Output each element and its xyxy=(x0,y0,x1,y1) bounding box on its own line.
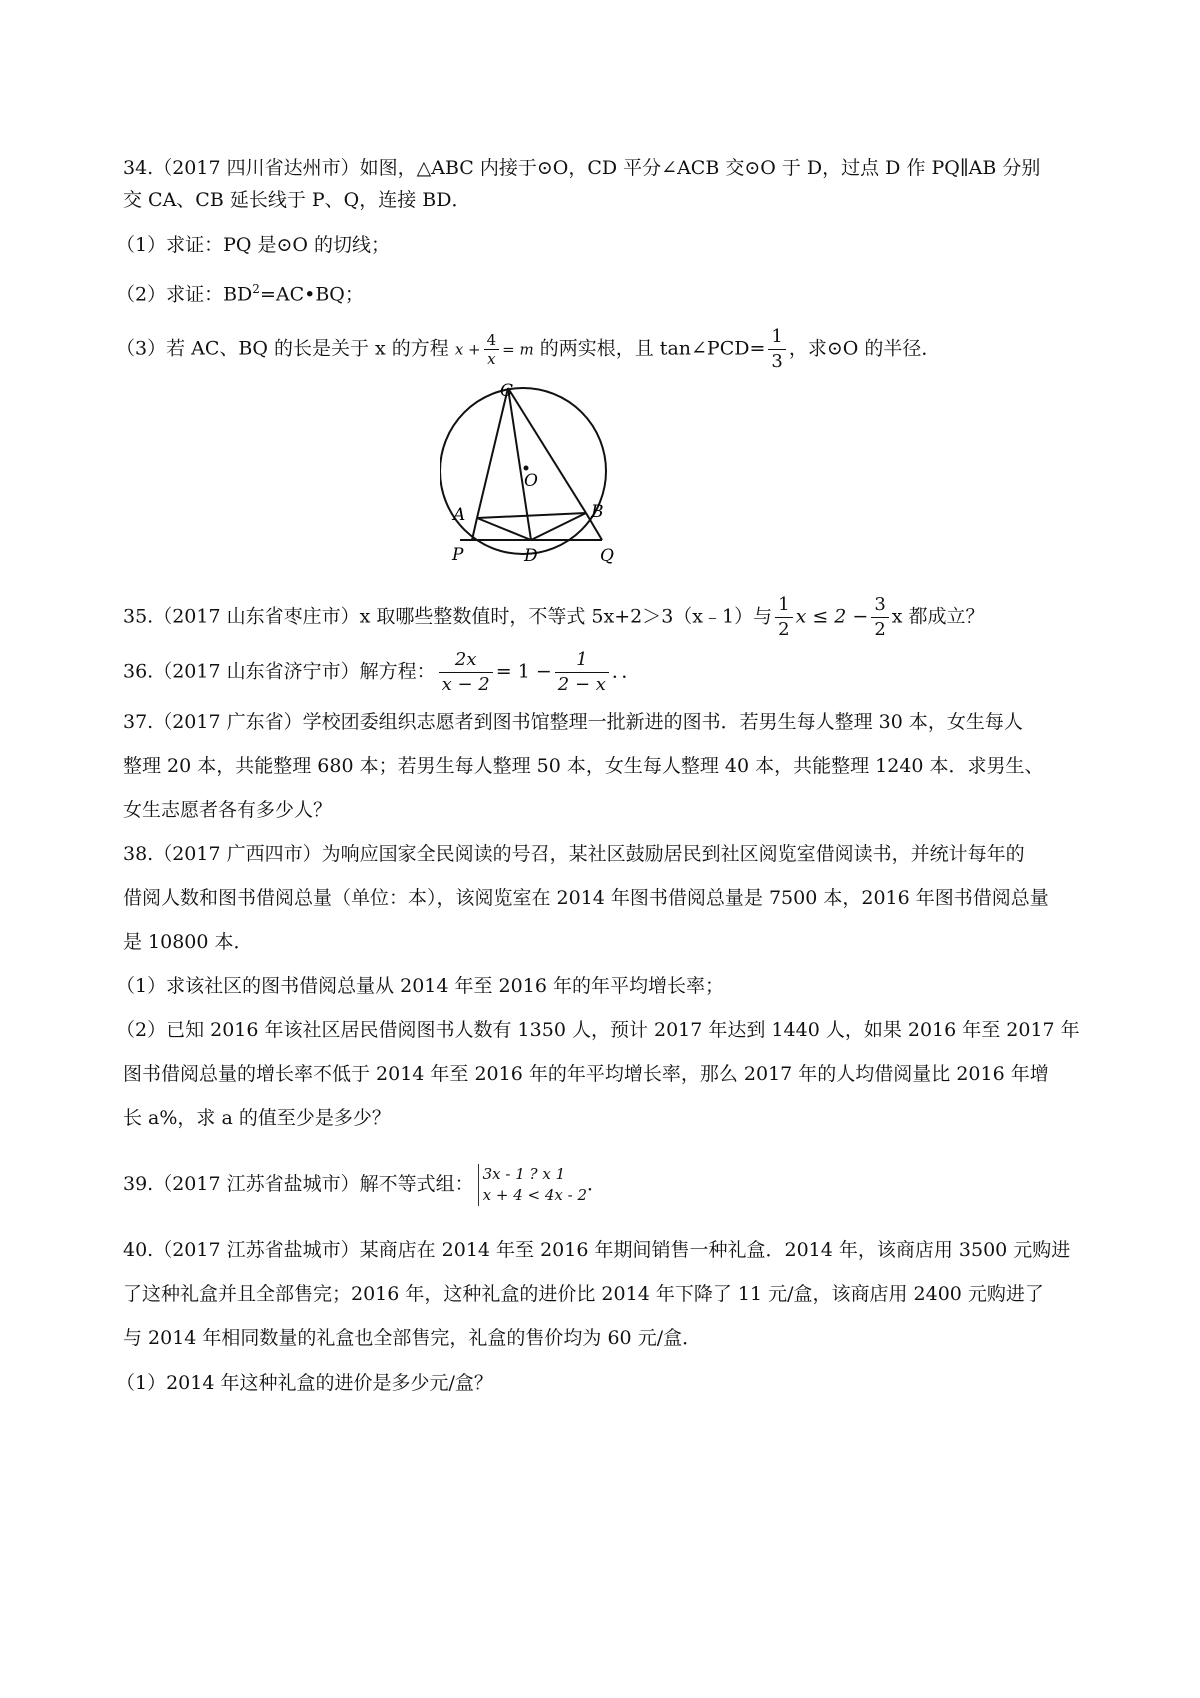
line-ab xyxy=(477,513,586,518)
q34-part-2-text: （2）求证：BD xyxy=(116,283,253,306)
q35-text-c: x 都成立？ xyxy=(891,605,985,628)
q39-inequality-system xyxy=(478,1164,587,1206)
label-p: P xyxy=(452,545,464,565)
q34-part-3-text-a: （3）若 AC、BQ 的长是关于 x 的方程 xyxy=(116,337,449,360)
q34-part-2-exponent: 2 xyxy=(252,282,260,296)
q36-fraction-1 xyxy=(439,648,493,697)
q39-text-a: 39.（2017 江苏省盐城市）解不等式组： xyxy=(123,1173,474,1195)
q36 xyxy=(123,648,640,697)
q34-fraction-numerator: 4 xyxy=(486,331,497,349)
q40-part-1: （1）2014 年这种礼盒的进价是多少元/盒？ xyxy=(116,1372,493,1394)
q35-text-b: x ≤ 2 − xyxy=(795,605,869,628)
q38-part-2-line-2: 图书借阅总量的增长率不低于 2014 年至 2016 年的年平均增长率，那么 2017 年的人均借阅量比 2016 年增 xyxy=(123,1063,1049,1085)
q38-line-3: 是 10800 本． xyxy=(123,931,253,953)
q34-line-2: 交 CA、CB 延长线于 P、Q，连接 BD． xyxy=(123,189,471,211)
q34-equation-x: x + xyxy=(454,340,481,359)
q36-fraction-2-den: 2 − x xyxy=(555,672,609,697)
q34-part-3-text-c: ，求⊙O 的半径． xyxy=(788,337,941,360)
q36-text-c: ．． xyxy=(611,660,641,683)
q36-fraction-2 xyxy=(555,648,609,697)
circle-triangle-figure xyxy=(440,380,660,575)
q34-part-2 xyxy=(116,276,364,307)
q39 xyxy=(123,1164,606,1206)
q37-line-2: 整理 20 本，共能整理 680 本；若男生每人整理 50 本，女生每人整理 40 本，共能整理 1240 本．求男生、 xyxy=(123,755,1044,777)
line-ca xyxy=(477,388,508,518)
q34-tan-fraction xyxy=(768,325,785,374)
label-a: A xyxy=(453,505,466,525)
q36-text-a: 36.（2017 山东省济宁市）解方程： xyxy=(123,660,436,683)
q37-line-3: 女生志愿者各有多少人？ xyxy=(123,799,333,821)
label-q: Q xyxy=(600,546,614,566)
q34-equation-fraction xyxy=(484,331,500,368)
q34-part-1: （1）求证：PQ 是⊙O 的切线； xyxy=(116,234,391,256)
q40-line-3: 与 2014 年相同数量的礼盒也全部售完，礼盒的售价均为 60 元/盒． xyxy=(123,1327,702,1349)
q34-tan-numerator: 1 xyxy=(771,326,783,347)
q35-fraction-1 xyxy=(775,593,792,642)
label-c: C xyxy=(500,381,514,401)
q38-line-2: 借阅人数和图书借阅总量（单位：本），该阅览室在 2014 年图书借阅总量是 7500 本，2016 年图书借阅总量 xyxy=(123,887,1049,909)
line-ap xyxy=(472,518,477,540)
label-b: B xyxy=(591,502,604,522)
q34-part-3-text-b: 的两实根，且 tan∠PCD= xyxy=(539,337,766,360)
q39-text-c: ． xyxy=(587,1173,607,1195)
q36-fraction-1-num: 2x xyxy=(454,649,477,670)
q37-line-1: 37.（2017 广东省）学校团委组织志愿者到图书馆整理一批新进的图书．若男生每人整理 30 本，女生每人 xyxy=(123,711,1023,733)
q40-line-1: 40.（2017 江苏省盐城市）某商店在 2014 年至 2016 年期间销售一种礼盒．2014 年，该商店用 3500 元购进 xyxy=(123,1239,1071,1261)
q35-fraction-1-num: 1 xyxy=(778,594,790,615)
q35-fraction-2 xyxy=(871,593,888,642)
q38-part-2-line-1: （2）已知 2016 年该社区居民借阅图书人数有 1350 人，预计 2017 年达到 1440 人，如果 2016 年至 2017 年 xyxy=(116,1019,1080,1041)
q34-equation-m: = m xyxy=(502,340,534,359)
line-bd xyxy=(531,513,586,540)
q35 xyxy=(123,593,985,642)
q34-fraction-denominator: x xyxy=(484,349,498,368)
label-d: D xyxy=(524,546,538,566)
q38-part-1: （1）求该社区的图书借阅总量从 2014 年至 2016 年的年平均增长率； xyxy=(116,975,724,997)
q35-fraction-1-den: 2 xyxy=(775,617,792,642)
q36-text-b: = 1 − xyxy=(495,660,552,683)
q36-fraction-1-den: x − 2 xyxy=(439,672,493,697)
q34-tan-denominator: 3 xyxy=(768,349,785,374)
center-point xyxy=(524,466,529,471)
q38-part-2-line-3: 长 a%，求 a 的值至少是多少？ xyxy=(123,1107,391,1129)
q36-fraction-2-num: 1 xyxy=(576,649,588,670)
q35-fraction-2-den: 2 xyxy=(871,617,888,642)
q34-part-3 xyxy=(116,325,940,374)
q34-line-1: 34.（2017 四川省达州市）如图，△ABC 内接于⊙O，CD 平分∠ACB 交⊙O 于 D，过点 D 作 PQ∥AB 分别 xyxy=(123,157,1041,179)
q35-fraction-2-num: 3 xyxy=(874,594,886,615)
label-o: O xyxy=(524,471,538,491)
q34-part-2-text-end: =AC•BQ； xyxy=(259,283,364,306)
q40-line-2: 了这种礼盒并且全部售完；2016 年，这种礼盒的进价比 2014 年下降了 11 元/盒，该商店用 2400 元购进了 xyxy=(123,1283,1044,1305)
q35-text-a: 35.（2017 山东省枣庄市）x 取哪些整数值时，不等式 5x+2＞3（x﹣1）与 xyxy=(123,605,773,628)
line-ad xyxy=(477,518,531,540)
q38-line-1: 38.（2017 广西四市）为响应国家全民阅读的号召，某社区鼓励居民到社区阅览室借阅读书，并统计每年的 xyxy=(123,843,1025,865)
q39-row-1: 3x - 1 ? x 1 xyxy=(482,1165,566,1183)
q39-row-2: x + 4 < 4x - 2 xyxy=(482,1186,587,1204)
